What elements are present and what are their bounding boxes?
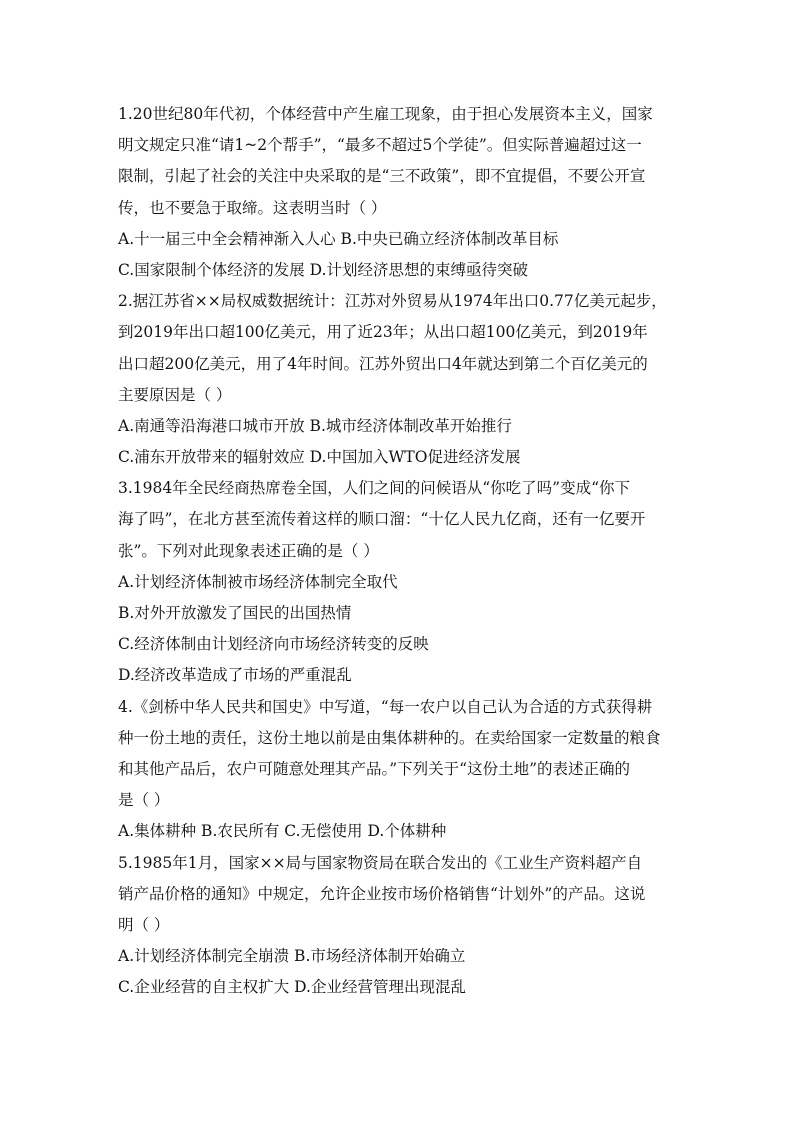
question-stem: [118, 99, 678, 224]
option-line: A.十一届三中全会精神渐入人心 B.中央已确立经济体制改革目标: [118, 229, 559, 248]
stem-line: 到2019年出口超100亿美元，用了近23年；从出口超100亿美元，到2019年: [118, 323, 648, 342]
stem-line: 5.1985年1月，国家××局与国家物资局在联合发出的《工业生产资料超产自: [118, 853, 643, 872]
option-line: A.集体耕种 B.农民所有 C.无偿使用 D.个体耕种: [118, 822, 447, 841]
option-line: B.对外开放激发了国民的出国热情: [118, 604, 352, 622]
stem-line: 销产品价格的通知》中规定，允许企业按市场价格销售“计划外”的产品。这说: [118, 884, 646, 903]
option-line: A.计划经济体制被市场经济体制完全取代: [118, 572, 398, 591]
question-stem: [118, 848, 678, 942]
question-1: [118, 99, 678, 286]
question-3: [118, 473, 678, 691]
stem-line: 1.20世纪80年代初，个体经营中产生雇工现象，由于担心发展资本主义，国家: [118, 105, 653, 123]
option-line: D.经济改革造成了市场的严重混乱: [118, 666, 352, 685]
stem-line: 4.《剑桥中华人民共和国史》中写道，“每一农户以自己认为合适的方式获得耕: [118, 697, 653, 716]
question-stem: [118, 286, 678, 411]
stem-line: 出口超200亿美元，用了4年时间。江苏外贸出口4年就达到第二个百亿美元的: [118, 354, 648, 373]
option-line: C.经济体制由计划经济向市场经济转变的反映: [118, 635, 429, 654]
stem-line: 海了吗”，在北方甚至流传着这样的顺口溜：“十亿人民九亿商，还有一亿要开: [118, 510, 646, 529]
stem-line: 和其他产品后，农户可随意处理其产品。”下列关于“这份土地”的表述正确的: [118, 759, 631, 778]
question-list: [118, 99, 678, 1003]
stem-line: 3.1984年全民经商热席卷全国，人们之间的问候语从“你吃了吗”变成“你下: [118, 479, 631, 498]
question-5: [118, 848, 678, 1004]
stem-line: 限制，引起了社会的关注中央采取的是“三不政策”，即不宜提倡，不要公开宣: [118, 167, 646, 186]
stem-line: 明文规定只准“请1~2个帮手”，“最多不超过5个学徒”。但实际普遍超过这一: [118, 136, 642, 155]
option-line: A.计划经济体制完全崩溃 B.市场经济体制开始确立: [118, 947, 466, 966]
stem-line: 主要原因是（ ）: [118, 385, 232, 404]
stem-line: 是（ ）: [118, 791, 170, 810]
question-2: [118, 286, 678, 473]
stem-line: 明（ ）: [118, 915, 170, 934]
stem-line: 种一份土地的责任，这份土地以前是由集体耕种的。在卖给国家一定数量的粮食: [118, 728, 661, 747]
stem-line: 传，也不要急于取缔。这表明当时（ ）: [118, 198, 387, 217]
option-line: C.国家限制个体经济的发展 D.计划经济思想的束缚亟待突破: [118, 260, 528, 279]
option-line: A.南通等沿海港口城市开放 B.城市经济体制改革开始推行: [118, 416, 512, 435]
stem-line: 2.据江苏省××局权威数据统计：江苏对外贸易从1974年出口0.77亿美元起步，: [118, 292, 667, 311]
question-4: [118, 692, 678, 848]
question-stem: [118, 473, 678, 567]
stem-line: 张”。下列对此现象表述正确的是（ ）: [118, 541, 379, 560]
option-line: C.企业经营的自主权扩大 D.企业经营管理出现混乱: [118, 978, 466, 997]
option-line: C.浦东开放带来的辐射效应 D.中国加入WTO促进经济发展: [118, 448, 521, 467]
question-stem: [118, 692, 678, 817]
